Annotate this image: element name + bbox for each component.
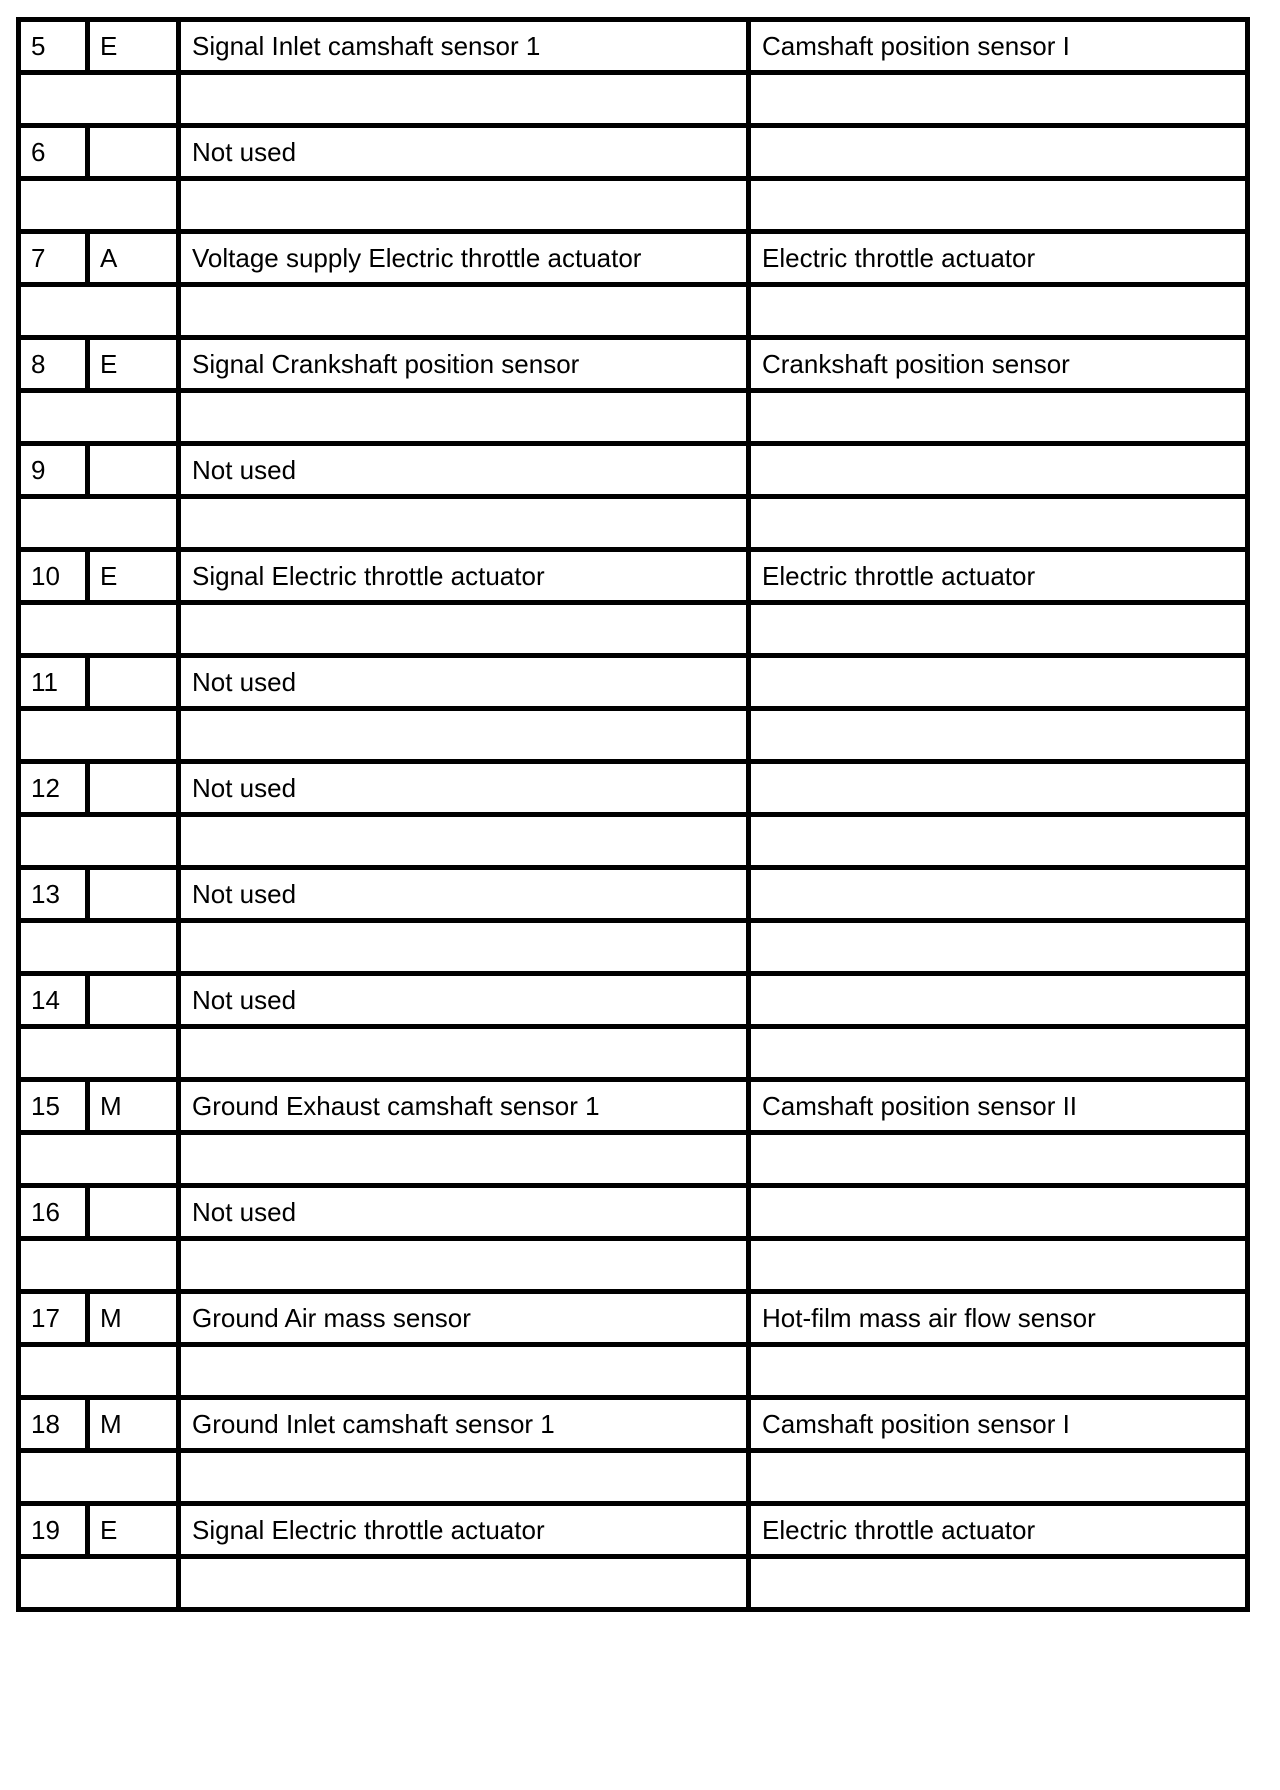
spacer-cell: [179, 1451, 749, 1504]
pin-row: [19, 338, 1248, 391]
signal-type-cell: E: [88, 550, 179, 603]
component-cell: [749, 1186, 1248, 1239]
pin-row: [19, 656, 1248, 709]
spacer-row: [19, 1557, 1248, 1610]
spacer-row: [19, 1027, 1248, 1080]
spacer-cell: [749, 179, 1248, 232]
signal-type-cell: [88, 656, 179, 709]
spacer-cell: [179, 1133, 749, 1186]
component-cell: Electric throttle actuator: [749, 232, 1248, 285]
function-cell: Not used: [179, 762, 749, 815]
spacer-cell: [19, 1451, 179, 1504]
pin-number-cell: 18: [19, 1398, 88, 1451]
spacer-row: [19, 1345, 1248, 1398]
pin-assignment-table: [16, 17, 1250, 1612]
component-cell: [749, 974, 1248, 1027]
spacer-cell: [749, 1451, 1248, 1504]
spacer-cell: [19, 921, 179, 974]
signal-type-cell: [88, 868, 179, 921]
spacer-cell: [749, 391, 1248, 444]
component-cell: Crankshaft position sensor: [749, 338, 1248, 391]
spacer-row: [19, 921, 1248, 974]
pin-number-cell: 17: [19, 1292, 88, 1345]
spacer-cell: [19, 1557, 179, 1610]
component-cell: [749, 868, 1248, 921]
spacer-cell: [19, 391, 179, 444]
pin-row: [19, 1292, 1248, 1345]
pin-row: [19, 1504, 1248, 1557]
spacer-cell: [19, 709, 179, 762]
spacer-cell: [19, 73, 179, 126]
pin-row: [19, 762, 1248, 815]
signal-type-cell: E: [88, 20, 179, 73]
component-cell: Camshaft position sensor II: [749, 1080, 1248, 1133]
pin-number-cell: 14: [19, 974, 88, 1027]
function-cell: Ground Air mass sensor: [179, 1292, 749, 1345]
spacer-cell: [179, 921, 749, 974]
spacer-cell: [749, 921, 1248, 974]
spacer-cell: [19, 179, 179, 232]
spacer-cell: [749, 815, 1248, 868]
pin-row: [19, 974, 1248, 1027]
component-cell: [749, 126, 1248, 179]
component-cell: Camshaft position sensor I: [749, 1398, 1248, 1451]
spacer-cell: [749, 1239, 1248, 1292]
signal-type-cell: [88, 974, 179, 1027]
component-cell: [749, 762, 1248, 815]
spacer-cell: [179, 1239, 749, 1292]
spacer-cell: [749, 73, 1248, 126]
spacer-cell: [19, 497, 179, 550]
pin-number-cell: 8: [19, 338, 88, 391]
component-cell: Camshaft position sensor I: [749, 20, 1248, 73]
pin-row: [19, 868, 1248, 921]
signal-type-cell: [88, 762, 179, 815]
function-cell: Not used: [179, 974, 749, 1027]
spacer-cell: [19, 1027, 179, 1080]
spacer-cell: [179, 497, 749, 550]
spacer-cell: [749, 1133, 1248, 1186]
spacer-row: [19, 285, 1248, 338]
signal-type-cell: [88, 1186, 179, 1239]
signal-type-cell: [88, 126, 179, 179]
spacer-row: [19, 179, 1248, 232]
function-cell: Not used: [179, 444, 749, 497]
function-cell: Signal Electric throttle actuator: [179, 1504, 749, 1557]
spacer-row: [19, 1239, 1248, 1292]
pin-row: [19, 126, 1248, 179]
spacer-cell: [749, 709, 1248, 762]
signal-type-cell: M: [88, 1080, 179, 1133]
spacer-cell: [179, 709, 749, 762]
spacer-cell: [179, 815, 749, 868]
pin-number-cell: 12: [19, 762, 88, 815]
pin-number-cell: 16: [19, 1186, 88, 1239]
pin-number-cell: 5: [19, 20, 88, 73]
spacer-row: [19, 815, 1248, 868]
function-cell: Ground Inlet camshaft sensor 1: [179, 1398, 749, 1451]
function-cell: Signal Electric throttle actuator: [179, 550, 749, 603]
pin-number-cell: 7: [19, 232, 88, 285]
pin-row: [19, 232, 1248, 285]
pin-row: [19, 550, 1248, 603]
pin-number-cell: 19: [19, 1504, 88, 1557]
function-cell: Not used: [179, 868, 749, 921]
spacer-cell: [179, 179, 749, 232]
spacer-cell: [179, 1345, 749, 1398]
pin-assignment-rows: [19, 20, 1248, 1610]
function-cell: Not used: [179, 126, 749, 179]
component-cell: [749, 444, 1248, 497]
spacer-cell: [19, 1133, 179, 1186]
spacer-cell: [179, 1557, 749, 1610]
spacer-row: [19, 497, 1248, 550]
spacer-cell: [179, 285, 749, 338]
pin-number-cell: 13: [19, 868, 88, 921]
spacer-cell: [749, 497, 1248, 550]
spacer-cell: [179, 73, 749, 126]
function-cell: Not used: [179, 656, 749, 709]
pin-number-cell: 15: [19, 1080, 88, 1133]
spacer-cell: [19, 1239, 179, 1292]
spacer-cell: [749, 1027, 1248, 1080]
spacer-row: [19, 709, 1248, 762]
spacer-row: [19, 1451, 1248, 1504]
spacer-row: [19, 1133, 1248, 1186]
pin-row: [19, 444, 1248, 497]
signal-type-cell: E: [88, 1504, 179, 1557]
spacer-row: [19, 73, 1248, 126]
spacer-cell: [19, 1345, 179, 1398]
component-cell: Hot-film mass air flow sensor: [749, 1292, 1248, 1345]
signal-type-cell: E: [88, 338, 179, 391]
pin-row: [19, 1186, 1248, 1239]
component-cell: Electric throttle actuator: [749, 1504, 1248, 1557]
signal-type-cell: M: [88, 1398, 179, 1451]
spacer-cell: [179, 603, 749, 656]
signal-type-cell: M: [88, 1292, 179, 1345]
function-cell: Ground Exhaust camshaft sensor 1: [179, 1080, 749, 1133]
spacer-cell: [179, 1027, 749, 1080]
pin-row: [19, 20, 1248, 73]
component-cell: [749, 656, 1248, 709]
spacer-cell: [749, 603, 1248, 656]
spacer-row: [19, 603, 1248, 656]
component-cell: Electric throttle actuator: [749, 550, 1248, 603]
spacer-cell: [749, 285, 1248, 338]
spacer-cell: [749, 1345, 1248, 1398]
spacer-cell: [749, 1557, 1248, 1610]
pin-number-cell: 6: [19, 126, 88, 179]
function-cell: Signal Inlet camshaft sensor 1: [179, 20, 749, 73]
signal-type-cell: [88, 444, 179, 497]
pin-row: [19, 1398, 1248, 1451]
pin-number-cell: 10: [19, 550, 88, 603]
signal-type-cell: A: [88, 232, 179, 285]
function-cell: Signal Crankshaft position sensor: [179, 338, 749, 391]
pin-number-cell: 9: [19, 444, 88, 497]
spacer-cell: [19, 285, 179, 338]
function-cell: Voltage supply Electric throttle actuator: [179, 232, 749, 285]
pin-number-cell: 11: [19, 656, 88, 709]
spacer-row: [19, 391, 1248, 444]
spacer-cell: [179, 391, 749, 444]
pin-row: [19, 1080, 1248, 1133]
spacer-cell: [19, 603, 179, 656]
function-cell: Not used: [179, 1186, 749, 1239]
spacer-cell: [19, 815, 179, 868]
